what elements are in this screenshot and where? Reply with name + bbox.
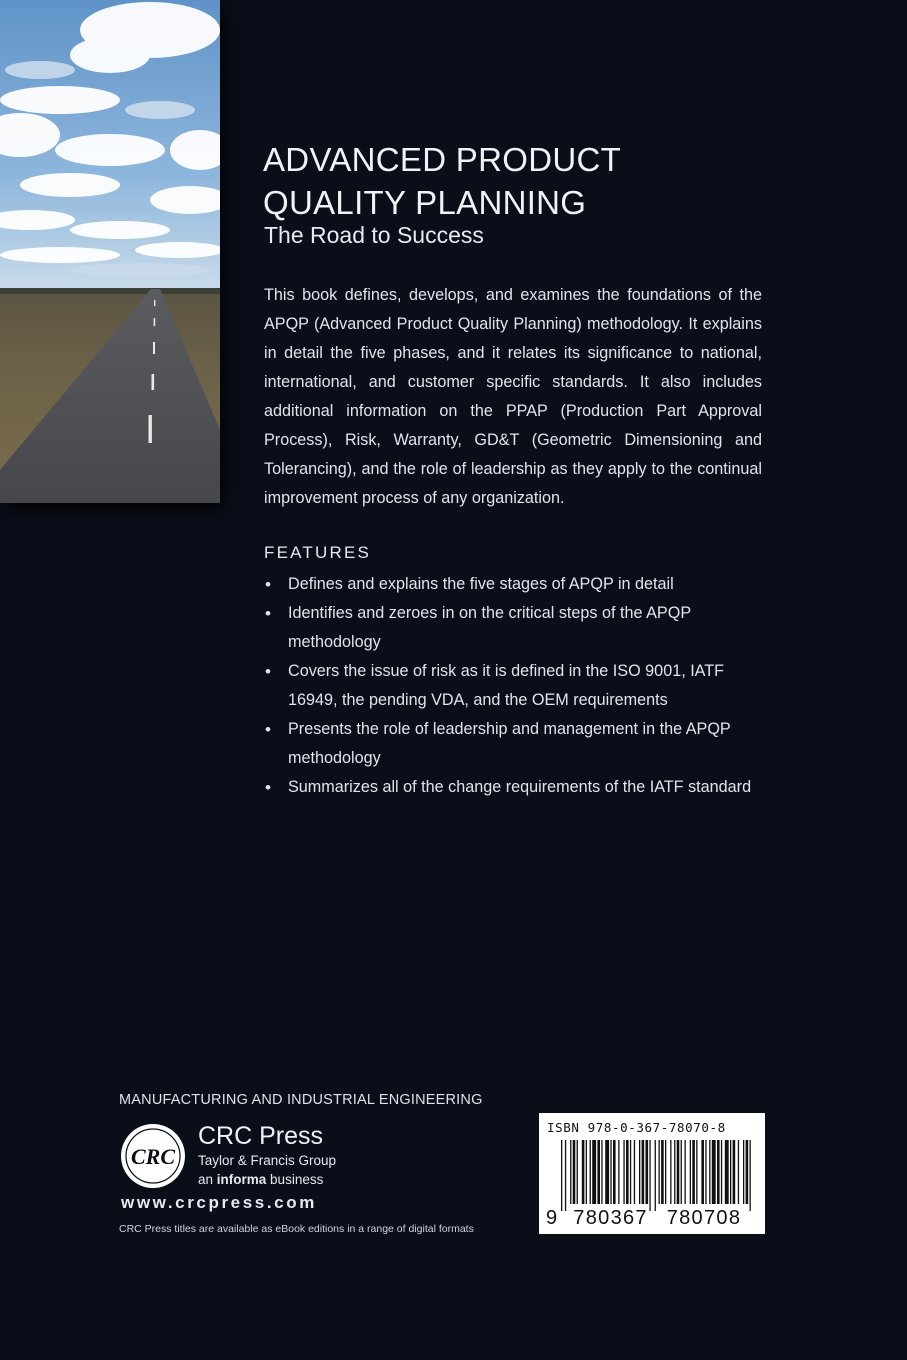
barcode-group-1: 780367: [573, 1207, 648, 1229]
barcode-bar: [743, 1140, 744, 1204]
barcode-bar: [573, 1140, 576, 1204]
barcode-bar: [681, 1140, 682, 1204]
feature-item: • Identifies and zeroes in on the critical steps of the APQP methodology: [264, 599, 764, 657]
informa-tagline: [198, 1172, 323, 1187]
barcode-bar: [642, 1140, 645, 1204]
isbn-label: ISBN 978-0-367-78070-8: [547, 1120, 726, 1135]
barcode-bar: [613, 1140, 616, 1204]
barcode-bar: [690, 1140, 691, 1204]
barcode-bar: [634, 1140, 635, 1204]
barcode-bar: [605, 1140, 609, 1204]
road-illustration: [0, 0, 220, 503]
barcode-bar: [721, 1140, 722, 1204]
barcode-bar: [590, 1140, 591, 1204]
barcode-number: [546, 1207, 741, 1230]
feature-item: • Presents the role of leadership and management in the APQP methodology: [264, 715, 764, 773]
barcode-bar: [561, 1140, 562, 1211]
barcode-bar: [586, 1140, 587, 1204]
barcode-bar: [730, 1140, 731, 1204]
barcode-bar: [618, 1140, 619, 1204]
barcode-bar: [750, 1140, 751, 1211]
informa-bold: informa: [216, 1172, 267, 1187]
barcode-bar: [674, 1140, 675, 1204]
title-line-1: ADVANCED PRODUCT: [263, 141, 622, 178]
barcode-bar: [623, 1140, 624, 1204]
barcode-bar: [626, 1140, 629, 1204]
barcode-bar: [565, 1140, 566, 1211]
barcode-bar: [630, 1140, 631, 1204]
barcode-bar: [717, 1140, 720, 1204]
barcode-bar: [601, 1140, 602, 1204]
barcode-bar: [639, 1140, 640, 1204]
barcode-bar: [677, 1140, 680, 1204]
barcode-bar: [738, 1140, 739, 1204]
informa-prefix: an: [198, 1172, 217, 1187]
barcode-bar: [665, 1140, 666, 1204]
barcode-bar: [670, 1140, 671, 1204]
feature-item: • Summarizes all of the change requirements of the IATF standard: [264, 773, 764, 802]
crc-logo: [119, 1122, 187, 1190]
barcode-bar: [733, 1140, 736, 1204]
barcode-bar: [709, 1140, 710, 1204]
book-subtitle: The Road to Success: [264, 222, 484, 248]
barcode-bar: [746, 1140, 749, 1204]
features-heading: FEATURES: [264, 543, 372, 562]
barcode-bar: [685, 1140, 686, 1204]
barcode-bar: [646, 1140, 649, 1204]
barcode-bar: [582, 1140, 585, 1204]
barcode-bar: [597, 1140, 600, 1204]
book-description: This book defines, develops, and examines the foundations of the APQP (Advanced Product Quality Planning) methodology. It explains in detail the five phases, and it relates its significance to national, international, and customer specific standards. It also includes additional information on the PPAP (Production Part Approval Process), Risk, Warranty, GD&T (Geometric Dimensioning and Tolerancing), and the role of leadership as they apply to the continual improvement process of any organization.: [264, 286, 762, 507]
barcode-group-2: 780708: [666, 1207, 742, 1229]
barcode-bar: [649, 1140, 650, 1211]
publisher-url[interactable]: www.crcpress.com: [121, 1193, 317, 1212]
isbn-barcode: [539, 1113, 765, 1234]
barcode-bar: [712, 1140, 716, 1204]
book-title: [263, 138, 823, 224]
feature-item: • Defines and explains the five stages of APQP in detail: [264, 570, 764, 599]
publisher-group: Taylor & Francis Group: [198, 1153, 337, 1168]
barcode-bar: [592, 1140, 596, 1204]
barcode-bar: [655, 1140, 656, 1211]
informa-suffix: business: [266, 1172, 324, 1187]
title-line-2: QUALITY PLANNING: [263, 184, 587, 221]
barcode-bar: [577, 1140, 578, 1204]
crc-logo-text: CRC: [130, 1144, 176, 1169]
features-list: [264, 570, 764, 802]
feature-item: • Covers the issue of risk as it is defined in the ISO 9001, IATF 16949, the pending VDA, and the OEM requirements: [264, 657, 764, 715]
barcode-bar: [610, 1140, 611, 1204]
cover-photo-road: [0, 0, 220, 503]
barcode-bar: [725, 1140, 729, 1204]
barcode-bar: [661, 1140, 664, 1204]
barcode-bar: [696, 1140, 697, 1204]
barcode-bar: [701, 1140, 704, 1204]
barcode-bar: [570, 1140, 571, 1204]
publisher-name: CRC Press: [198, 1122, 324, 1150]
barcode-bar: [692, 1140, 695, 1204]
ebook-note: CRC Press titles are available as eBook editions in a range of digital formats: [119, 1223, 474, 1235]
series-name: MANUFACTURING AND INDUSTRIAL ENGINEERING: [119, 1092, 483, 1108]
barcode-first-digit: 9: [546, 1207, 559, 1229]
barcode-bar: [705, 1140, 706, 1204]
barcode-bar: [659, 1140, 660, 1204]
